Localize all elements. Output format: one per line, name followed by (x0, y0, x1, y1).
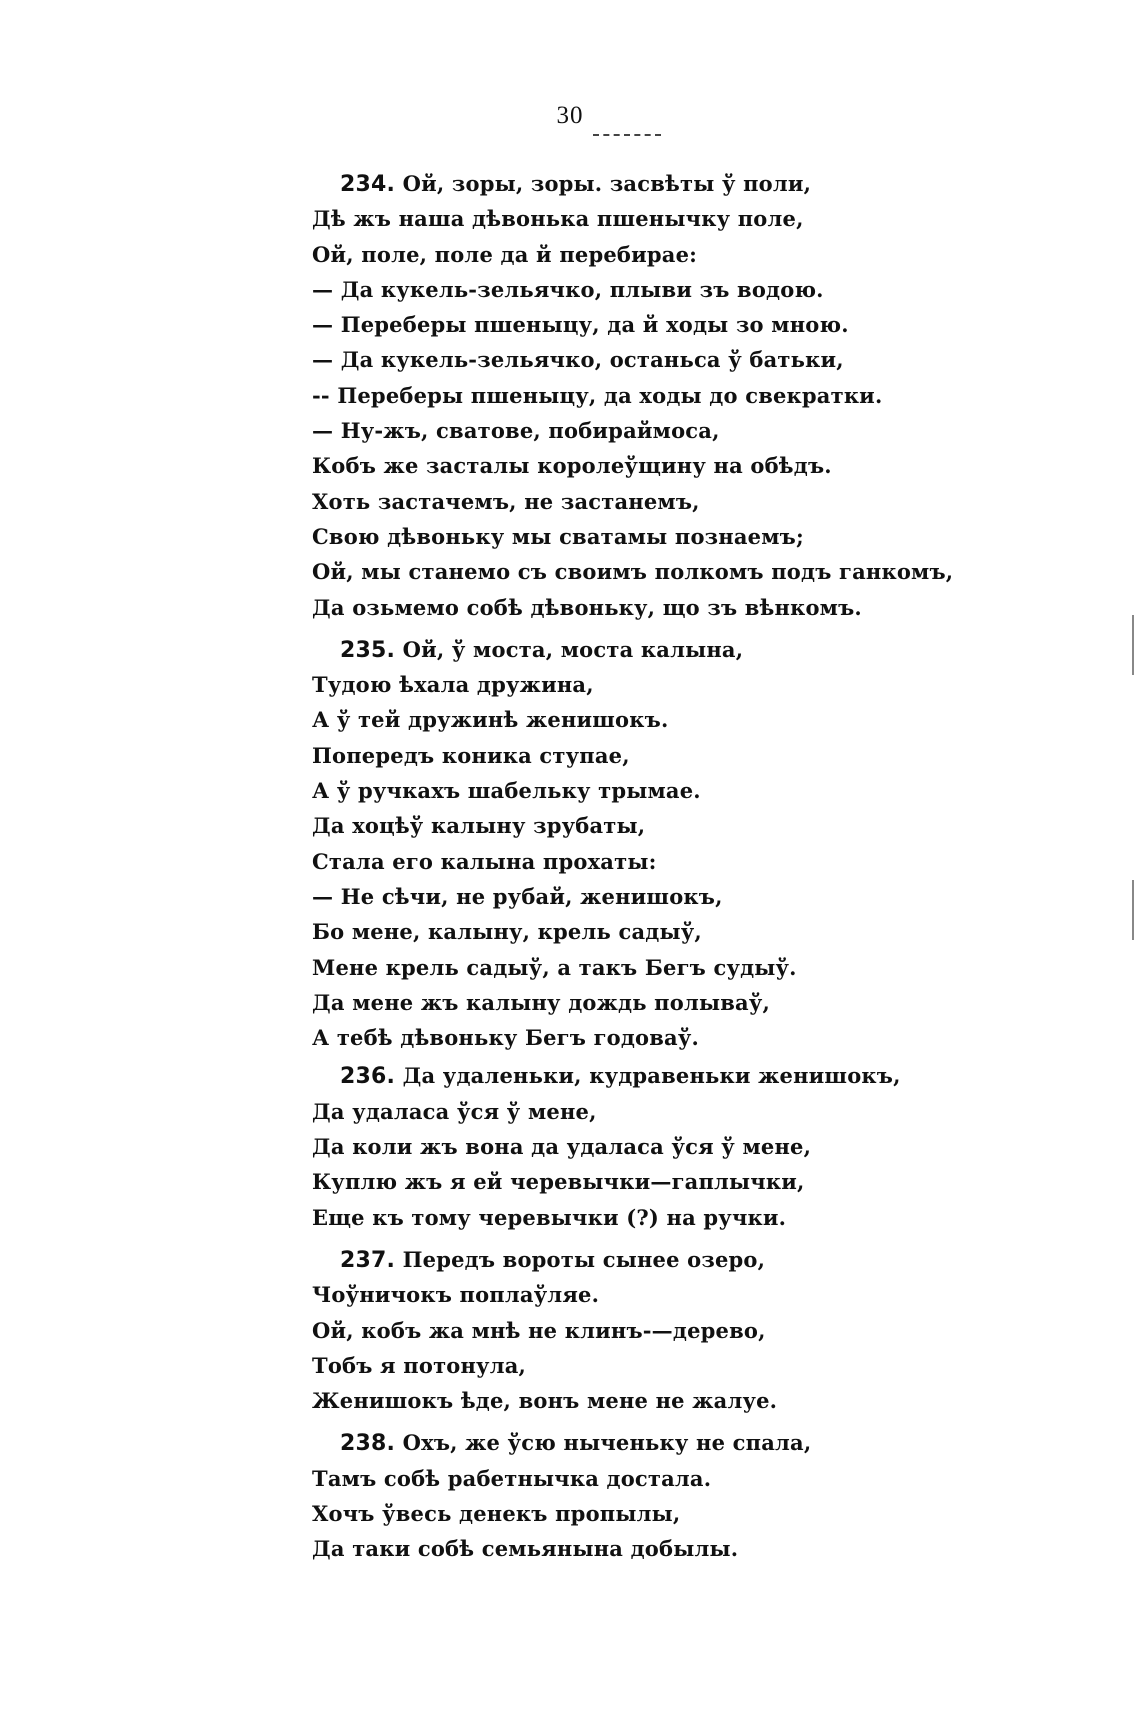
poem-line: Ой, кобъ жа мнѣ не клинъ-—дерево, (312, 1317, 766, 1343)
poem-body (312, 166, 1092, 1574)
poem-first-line (312, 1425, 1092, 1460)
poem-line: — Да кукель-зельячко, плыви зъ водою. (312, 276, 824, 302)
poem-block (312, 1242, 1092, 1418)
poem-block (312, 166, 1092, 625)
poem-line: Да озьмемо собѣ дѣвоньку, що зъ вѣнкомъ. (312, 594, 862, 620)
poem-block (312, 632, 1092, 1056)
poem-line: — Ну-жъ, сватове, побирaймоса, (312, 418, 720, 444)
poem-line: Хоть застачемъ, не застанемъ, (312, 488, 700, 514)
poem-line: — Не сѣчи, не рубай, женишокъ, (312, 883, 723, 909)
poem-line-text: Да удаленьки, кудравеньки женишокъ, (402, 1063, 901, 1089)
poem-line: -- Переберы пшеныцу, да ходы до свекратки. (312, 382, 883, 408)
poem-line: — Переберы пшеныцу, да й ходы зо мною. (312, 312, 849, 338)
scan-edge-mark (1132, 880, 1134, 940)
poem-line: Да коли жъ вона да удаласа ўся ў мене, (312, 1134, 812, 1160)
poem-line: Свою дѣвоньку мы сватамы познаемъ; (312, 523, 804, 549)
poem-line: Женишокъ ѣде, вонъ мене не жалуе. (312, 1388, 778, 1414)
poem-line: Хочъ ўвесь денекъ пропылы, (312, 1500, 681, 1526)
poem-first-line (312, 1242, 1092, 1277)
poem-line: Мене крель садыў, а такъ Бегъ судыў. (312, 954, 797, 980)
poem-number: 234. (340, 172, 396, 197)
poem-line: Попередъ коника ступае, (312, 742, 630, 768)
poem-line: А тебѣ дѣвоньку Бегъ годоваў. (312, 1025, 699, 1051)
poem-line: Бо мене, калыну, крель садыў, (312, 919, 702, 945)
poem-line: А ў ручкахъ шабельку трымае. (312, 778, 701, 804)
poem-line: Тобъ я потонула, (312, 1352, 527, 1378)
poem-first-line (312, 632, 1092, 667)
poem-line: Куплю жъ я ей черевычки—гаплычки, (312, 1169, 805, 1195)
poem-block (312, 1058, 1092, 1234)
poem-line-text: Передъ вороты сынее озеро, (402, 1246, 766, 1272)
poem-first-line (312, 1058, 1092, 1093)
poem-line-text: Ой, зоры, зоры. засвѣты ў поли, (402, 171, 812, 196)
poem-line: А ў тей дружинѣ женишокъ. (312, 707, 669, 733)
poem-number: 235. (340, 637, 396, 663)
poem-line: Тамъ собѣ рабетнычка достала. (312, 1465, 712, 1491)
poem-number: 238. (340, 1431, 396, 1457)
poem-line: Стала его калына прохаты: (312, 848, 657, 874)
poem-line: Еще къ тому черевычки (?) на ручки. (312, 1204, 787, 1230)
page-number: 30 (556, 102, 584, 129)
poem-line: Да удаласа ўся ў мене, (312, 1098, 597, 1124)
poem-first-line (312, 166, 1092, 201)
poem-number: 237. (340, 1247, 396, 1273)
poem-line-text: Ой, ў моста, моста калына, (402, 636, 744, 662)
poem-line: Дѣ жъ наша дѣвонька пшенычку поле, (312, 206, 804, 232)
poem-line: Да хоцѣў калыну зрубаты, (312, 813, 646, 839)
poem-line: Ой, мы станемо съ своимъ полкомъ подъ ганкомъ, (312, 559, 954, 585)
poem-line: Да таки собѣ семьянына добылы. (312, 1536, 739, 1562)
poem-line: — Да кукель-зельячко, останьса ў батьки, (312, 347, 844, 373)
poem-number: 236. (340, 1064, 396, 1090)
poem-block (312, 1425, 1092, 1566)
poem-line: Да мене жъ калыну дождь полываў, (312, 989, 770, 1015)
page-number-rule (593, 134, 661, 136)
poem-line: Кобъ же засталы королеўщину на обѣдъ. (312, 453, 832, 479)
poem-line: Ой, поле, поле да й перебирае: (312, 241, 698, 267)
poem-line: Тудою ѣхала дружина, (312, 672, 594, 698)
poem-line-text: Охъ, же ўсю ныченьку не спала, (402, 1430, 812, 1456)
poem-line: Чоўничокъ поплаўляе. (312, 1282, 600, 1308)
scan-edge-mark (1132, 615, 1134, 675)
